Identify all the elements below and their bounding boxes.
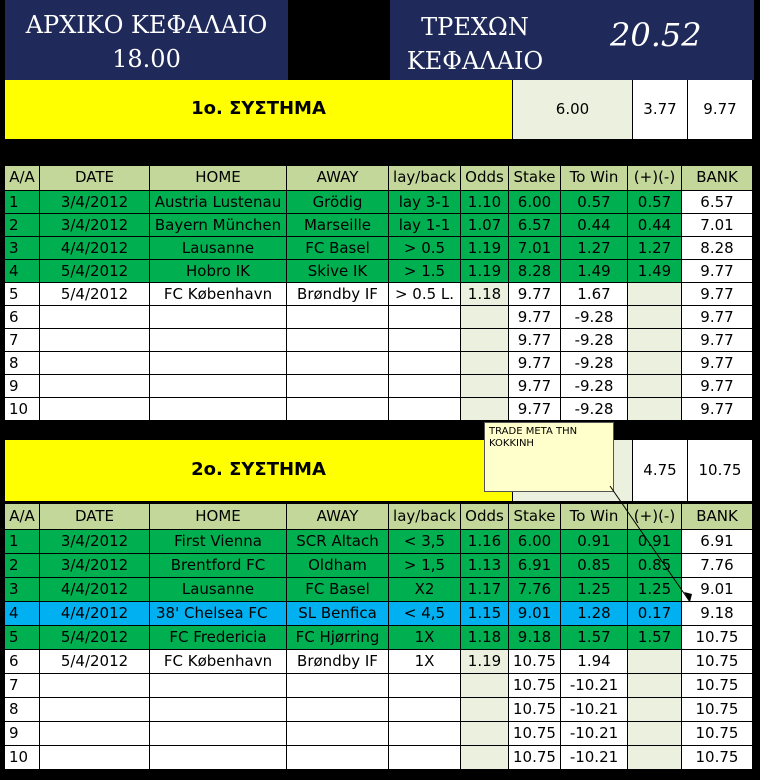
cell-odds[interactable]: 1.17 (461, 578, 509, 602)
initial-capital-label: ΑΡΧΙΚΟ ΚΕΦΑΛΑΙΟ (25, 11, 268, 39)
header-away: AWAY (287, 166, 389, 191)
cell-away[interactable] (287, 746, 389, 770)
cell-plus-minus[interactable]: 0.17 (628, 602, 682, 626)
header-lay-back: lay/back (389, 166, 461, 191)
cell-odds[interactable]: 1.15 (461, 602, 509, 626)
header-to-win: To Win (561, 166, 628, 191)
cell-away[interactable] (287, 375, 389, 398)
cell-plus-minus[interactable]: 0.57 (628, 191, 682, 214)
system1-title: 1ο. ΣΥΣΤΗΜΑ (5, 80, 513, 140)
cell-to-win[interactable]: -10.21 (561, 722, 628, 746)
cell-odds[interactable]: 1.16 (461, 530, 509, 554)
cell-lay-back[interactable] (389, 352, 461, 375)
cell-to-win[interactable]: -9.28 (561, 306, 628, 329)
cell-bank[interactable]: 9.77 (682, 375, 753, 398)
cell-stake[interactable]: 6.57 (509, 214, 561, 237)
cell-plus-minus[interactable] (628, 698, 682, 722)
cell-away[interactable] (287, 398, 389, 421)
cell-away[interactable]: Brøndby IF (287, 650, 389, 674)
cell-date[interactable]: 5/4/2012 (40, 626, 150, 650)
cell-plus-minus[interactable]: 0.85 (628, 554, 682, 578)
cell-lay-back[interactable]: > 1.5 (389, 260, 461, 283)
cell-to-win[interactable]: -10.21 (561, 746, 628, 770)
cell-odds[interactable]: 1.07 (461, 214, 509, 237)
cell-home[interactable] (150, 329, 287, 352)
cell-plus-minus[interactable]: 0.44 (628, 214, 682, 237)
cell-to-win[interactable]: 1.28 (561, 602, 628, 626)
cell-bank[interactable]: 9.18 (682, 602, 753, 626)
system2-profit: 4.75 (633, 440, 688, 502)
header-lay-back: lay/back (389, 504, 461, 530)
initial-capital-value: 18.00 (112, 45, 181, 73)
cell-away[interactable] (287, 722, 389, 746)
cell-bank[interactable]: 6.57 (682, 191, 753, 214)
cell-home[interactable]: Hobro IK (150, 260, 287, 283)
cell-away[interactable]: Brøndby IF (287, 283, 389, 306)
header-stake: Stake (509, 166, 561, 191)
cell-odds[interactable] (461, 674, 509, 698)
cell-stake[interactable]: 6.00 (509, 191, 561, 214)
cell-bank[interactable]: 10.75 (682, 674, 753, 698)
cell-plus-minus[interactable] (628, 674, 682, 698)
cell-plus-minus[interactable] (628, 329, 682, 352)
cell-home[interactable] (150, 398, 287, 421)
cell-home[interactable]: Bayern München (150, 214, 287, 237)
cell-stake[interactable]: 7.01 (509, 237, 561, 260)
header-odds: Odds (461, 504, 509, 530)
header-to-win: To Win (561, 504, 628, 530)
cell-date[interactable] (40, 398, 150, 421)
cell-date[interactable]: 3/4/2012 (40, 554, 150, 578)
cell-to-win[interactable]: 0.85 (561, 554, 628, 578)
cell-date[interactable]: 5/4/2012 (40, 283, 150, 306)
header-stake: Stake (509, 504, 561, 530)
initial-capital-box (5, 0, 288, 80)
cell-odds[interactable] (461, 352, 509, 375)
cell-aa[interactable]: 1 (5, 191, 40, 214)
cell-stake[interactable]: 9.77 (509, 352, 561, 375)
cell-aa[interactable]: 3 (5, 578, 40, 602)
header-aa: A/A (5, 504, 40, 530)
cell-date[interactable] (40, 674, 150, 698)
cell-to-win[interactable]: 1.25 (561, 578, 628, 602)
cell-stake[interactable]: 9.77 (509, 375, 561, 398)
cell-lay-back[interactable]: < 4,5 (389, 602, 461, 626)
cell-lay-back[interactable] (389, 306, 461, 329)
cell-away[interactable] (287, 352, 389, 375)
cell-aa[interactable]: 4 (5, 260, 40, 283)
cell-lay-back[interactable]: > 1,5 (389, 554, 461, 578)
cell-stake[interactable]: 9.18 (509, 626, 561, 650)
cell-aa[interactable]: 9 (5, 375, 40, 398)
cell-away[interactable]: FC Hjørring (287, 626, 389, 650)
cell-bank[interactable]: 7.76 (682, 554, 753, 578)
cell-bank[interactable]: 10.75 (682, 698, 753, 722)
current-capital-label-2: ΚΕΦΑΛΑΙΟ (406, 47, 544, 75)
cell-odds[interactable]: 1.19 (461, 237, 509, 260)
cell-bank[interactable]: 6.91 (682, 530, 753, 554)
cell-stake[interactable]: 6.00 (509, 530, 561, 554)
cell-away[interactable]: SL Benfica (287, 602, 389, 626)
cell-lay-back[interactable] (389, 398, 461, 421)
cell-odds[interactable] (461, 398, 509, 421)
cell-home[interactable] (150, 306, 287, 329)
cell-stake[interactable]: 10.75 (509, 698, 561, 722)
cell-to-win[interactable]: 1.57 (561, 626, 628, 650)
cell-plus-minus[interactable] (628, 650, 682, 674)
cell-to-win[interactable]: -9.28 (561, 375, 628, 398)
cell-lay-back[interactable] (389, 746, 461, 770)
cell-away[interactable]: Grödig (287, 191, 389, 214)
cell-to-win[interactable]: -10.21 (561, 674, 628, 698)
current-capital-value: 20.52 (610, 16, 702, 54)
cell-odds[interactable]: 1.19 (461, 650, 509, 674)
cell-date[interactable] (40, 306, 150, 329)
header-odds: Odds (461, 166, 509, 191)
cell-away[interactable]: Marseille (287, 214, 389, 237)
cell-bank[interactable]: 9.77 (682, 329, 753, 352)
system1-profit: 3.77 (633, 80, 688, 140)
header-plus-minus: (+)(-) (628, 166, 682, 191)
system2-title: 2ο. ΣΥΣΤΗΜΑ (5, 440, 513, 502)
cell-aa[interactable]: 9 (5, 722, 40, 746)
cell-odds[interactable]: 1.18 (461, 283, 509, 306)
cell-bank[interactable]: 7.01 (682, 214, 753, 237)
comment-arrow (600, 480, 700, 610)
cell-to-win[interactable]: -9.28 (561, 352, 628, 375)
cell-lay-back[interactable]: > 0.5 (389, 237, 461, 260)
cell-stake[interactable]: 10.75 (509, 650, 561, 674)
cell-date[interactable]: 3/4/2012 (40, 214, 150, 237)
cell-lay-back[interactable]: < 3,5 (389, 530, 461, 554)
cell-lay-back[interactable]: X2 (389, 578, 461, 602)
cell-date[interactable]: 4/4/2012 (40, 602, 150, 626)
cell-stake[interactable]: 9.77 (509, 329, 561, 352)
header-bank: BANK (682, 166, 753, 191)
cell-aa[interactable]: 3 (5, 237, 40, 260)
cell-to-win[interactable]: 1.49 (561, 260, 628, 283)
cell-aa[interactable]: 10 (5, 746, 40, 770)
cell-plus-minus[interactable] (628, 352, 682, 375)
cell-to-win[interactable]: -9.28 (561, 398, 628, 421)
current-capital-box (390, 0, 754, 80)
header-plus-minus: (+)(-) (628, 504, 682, 530)
cell-lay-back[interactable] (389, 375, 461, 398)
cell-aa[interactable]: 2 (5, 214, 40, 237)
cell-lay-back[interactable] (389, 674, 461, 698)
cell-aa[interactable]: 6 (5, 650, 40, 674)
cell-home[interactable]: FC Fredericia (150, 626, 287, 650)
cell-odds[interactable]: 1.10 (461, 191, 509, 214)
cell-to-win[interactable]: -10.21 (561, 698, 628, 722)
cell-date[interactable] (40, 329, 150, 352)
cell-plus-minus[interactable] (628, 722, 682, 746)
cell-date[interactable] (40, 352, 150, 375)
header-home: HOME (150, 504, 287, 530)
cell-home[interactable]: Austria Lustenau (150, 191, 287, 214)
cell-away[interactable]: Skive IK (287, 260, 389, 283)
cell-date[interactable] (40, 375, 150, 398)
header-bank: BANK (682, 504, 753, 530)
cell-to-win[interactable]: 0.44 (561, 214, 628, 237)
cell-home[interactable]: FC København (150, 283, 287, 306)
cell-date[interactable] (40, 746, 150, 770)
cell-odds[interactable] (461, 329, 509, 352)
cell-aa[interactable]: 5 (5, 626, 40, 650)
cell-bank[interactable]: 10.75 (682, 722, 753, 746)
cell-date[interactable]: 3/4/2012 (40, 530, 150, 554)
cell-plus-minus[interactable] (628, 398, 682, 421)
cell-bank[interactable]: 10.75 (682, 650, 753, 674)
cell-away[interactable]: FC Basel (287, 578, 389, 602)
cell-stake[interactable]: 9.77 (509, 306, 561, 329)
cell-home[interactable] (150, 674, 287, 698)
cell-home[interactable] (150, 375, 287, 398)
cell-date[interactable]: 4/4/2012 (40, 578, 150, 602)
cell-date[interactable]: 4/4/2012 (40, 237, 150, 260)
cell-to-win[interactable]: -9.28 (561, 329, 628, 352)
cell-odds[interactable]: 1.13 (461, 554, 509, 578)
cell-stake[interactable]: 9.01 (509, 602, 561, 626)
cell-to-win[interactable]: 1.94 (561, 650, 628, 674)
cell-away[interactable] (287, 698, 389, 722)
cell-home[interactable]: Lausanne (150, 578, 287, 602)
cell-bank[interactable]: 10.75 (682, 626, 753, 650)
cell-plus-minus[interactable] (628, 746, 682, 770)
cell-aa[interactable]: 4 (5, 602, 40, 626)
cell-bank[interactable]: 9.77 (682, 352, 753, 375)
cell-plus-minus[interactable]: 1.49 (628, 260, 682, 283)
cell-lay-back[interactable] (389, 329, 461, 352)
cell-stake[interactable]: 9.77 (509, 283, 561, 306)
cell-lay-back[interactable]: 1X (389, 650, 461, 674)
cell-to-win[interactable]: 0.57 (561, 191, 628, 214)
cell-aa[interactable]: 8 (5, 352, 40, 375)
cell-odds[interactable] (461, 375, 509, 398)
cell-odds[interactable]: 1.19 (461, 260, 509, 283)
header-date: DATE (40, 504, 150, 530)
cell-stake[interactable]: 6.91 (509, 554, 561, 578)
cell-plus-minus[interactable]: 1.57 (628, 626, 682, 650)
cell-odds[interactable] (461, 722, 509, 746)
cell-odds[interactable]: 1.18 (461, 626, 509, 650)
cell-plus-minus[interactable] (628, 283, 682, 306)
cell-plus-minus[interactable]: 0.91 (628, 530, 682, 554)
cell-date[interactable] (40, 722, 150, 746)
cell-aa[interactable]: 7 (5, 329, 40, 352)
system1-bank: 9.77 (688, 80, 753, 140)
cell-away[interactable]: Oldham (287, 554, 389, 578)
cell-away[interactable] (287, 306, 389, 329)
system2-bank: 10.75 (688, 440, 753, 502)
cell-plus-minus[interactable] (628, 306, 682, 329)
cell-aa[interactable]: 10 (5, 398, 40, 421)
cell-bank[interactable]: 9.77 (682, 398, 753, 421)
header-date: DATE (40, 166, 150, 191)
cell-lay-back[interactable]: > 0.5 L. (389, 283, 461, 306)
cell-stake[interactable]: 9.77 (509, 398, 561, 421)
cell-date[interactable] (40, 698, 150, 722)
cell-odds[interactable] (461, 746, 509, 770)
cell-lay-back[interactable]: 1X (389, 626, 461, 650)
cell-plus-minus[interactable]: 1.25 (628, 578, 682, 602)
cell-odds[interactable] (461, 306, 509, 329)
header-home: HOME (150, 166, 287, 191)
cell-to-win[interactable]: 1.67 (561, 283, 628, 306)
cell-home[interactable]: Brentford FC (150, 554, 287, 578)
cell-stake[interactable]: 7.76 (509, 578, 561, 602)
cell-lay-back[interactable] (389, 698, 461, 722)
cell-away[interactable]: SCR Altach (287, 530, 389, 554)
cell-home[interactable] (150, 722, 287, 746)
cell-date[interactable]: 5/4/2012 (40, 650, 150, 674)
comment-note[interactable]: TRADE META THN KOKKINH (484, 422, 614, 492)
cell-to-win[interactable]: 0.91 (561, 530, 628, 554)
cell-plus-minus[interactable]: 1.27 (628, 237, 682, 260)
cell-away[interactable]: FC Basel (287, 237, 389, 260)
cell-lay-back[interactable]: lay 3-1 (389, 191, 461, 214)
cell-stake[interactable]: 10.75 (509, 722, 561, 746)
cell-home[interactable] (150, 352, 287, 375)
cell-bank[interactable]: 9.77 (682, 260, 753, 283)
cell-home[interactable]: FC København (150, 650, 287, 674)
cell-aa[interactable]: 5 (5, 283, 40, 306)
system1-summary (5, 80, 753, 140)
cell-bank[interactable]: 9.01 (682, 578, 753, 602)
cell-date[interactable]: 5/4/2012 (40, 260, 150, 283)
current-capital-label-1: ΤΡΕΧΩΝ (421, 13, 529, 41)
cell-bank[interactable]: 8.28 (682, 237, 753, 260)
cell-to-win[interactable]: 1.27 (561, 237, 628, 260)
cell-away[interactable] (287, 674, 389, 698)
cell-aa[interactable]: 8 (5, 698, 40, 722)
cell-stake[interactable]: 10.75 (509, 674, 561, 698)
cell-date[interactable]: 3/4/2012 (40, 191, 150, 214)
cell-home[interactable] (150, 746, 287, 770)
cell-home[interactable]: Lausanne (150, 237, 287, 260)
cell-bank[interactable]: 9.77 (682, 283, 753, 306)
cell-aa[interactable]: 6 (5, 306, 40, 329)
cell-stake[interactable]: 10.75 (509, 746, 561, 770)
cell-lay-back[interactable]: lay 1-1 (389, 214, 461, 237)
cell-bank[interactable]: 9.77 (682, 306, 753, 329)
system1-table (5, 166, 753, 416)
cell-plus-minus[interactable] (628, 375, 682, 398)
system1-stake: 6.00 (513, 80, 633, 140)
header-aa: A/A (5, 166, 40, 191)
cell-away[interactable] (287, 329, 389, 352)
cell-odds[interactable] (461, 698, 509, 722)
cell-lay-back[interactable] (389, 722, 461, 746)
cell-home[interactable] (150, 698, 287, 722)
cell-stake[interactable]: 8.28 (509, 260, 561, 283)
cell-bank[interactable]: 10.75 (682, 746, 753, 770)
cell-aa[interactable]: 1 (5, 530, 40, 554)
cell-aa[interactable]: 7 (5, 674, 40, 698)
header-away: AWAY (287, 504, 389, 530)
cell-home[interactable]: First Vienna (150, 530, 287, 554)
cell-home[interactable]: 38' Chelsea FC (150, 602, 287, 626)
cell-aa[interactable]: 2 (5, 554, 40, 578)
